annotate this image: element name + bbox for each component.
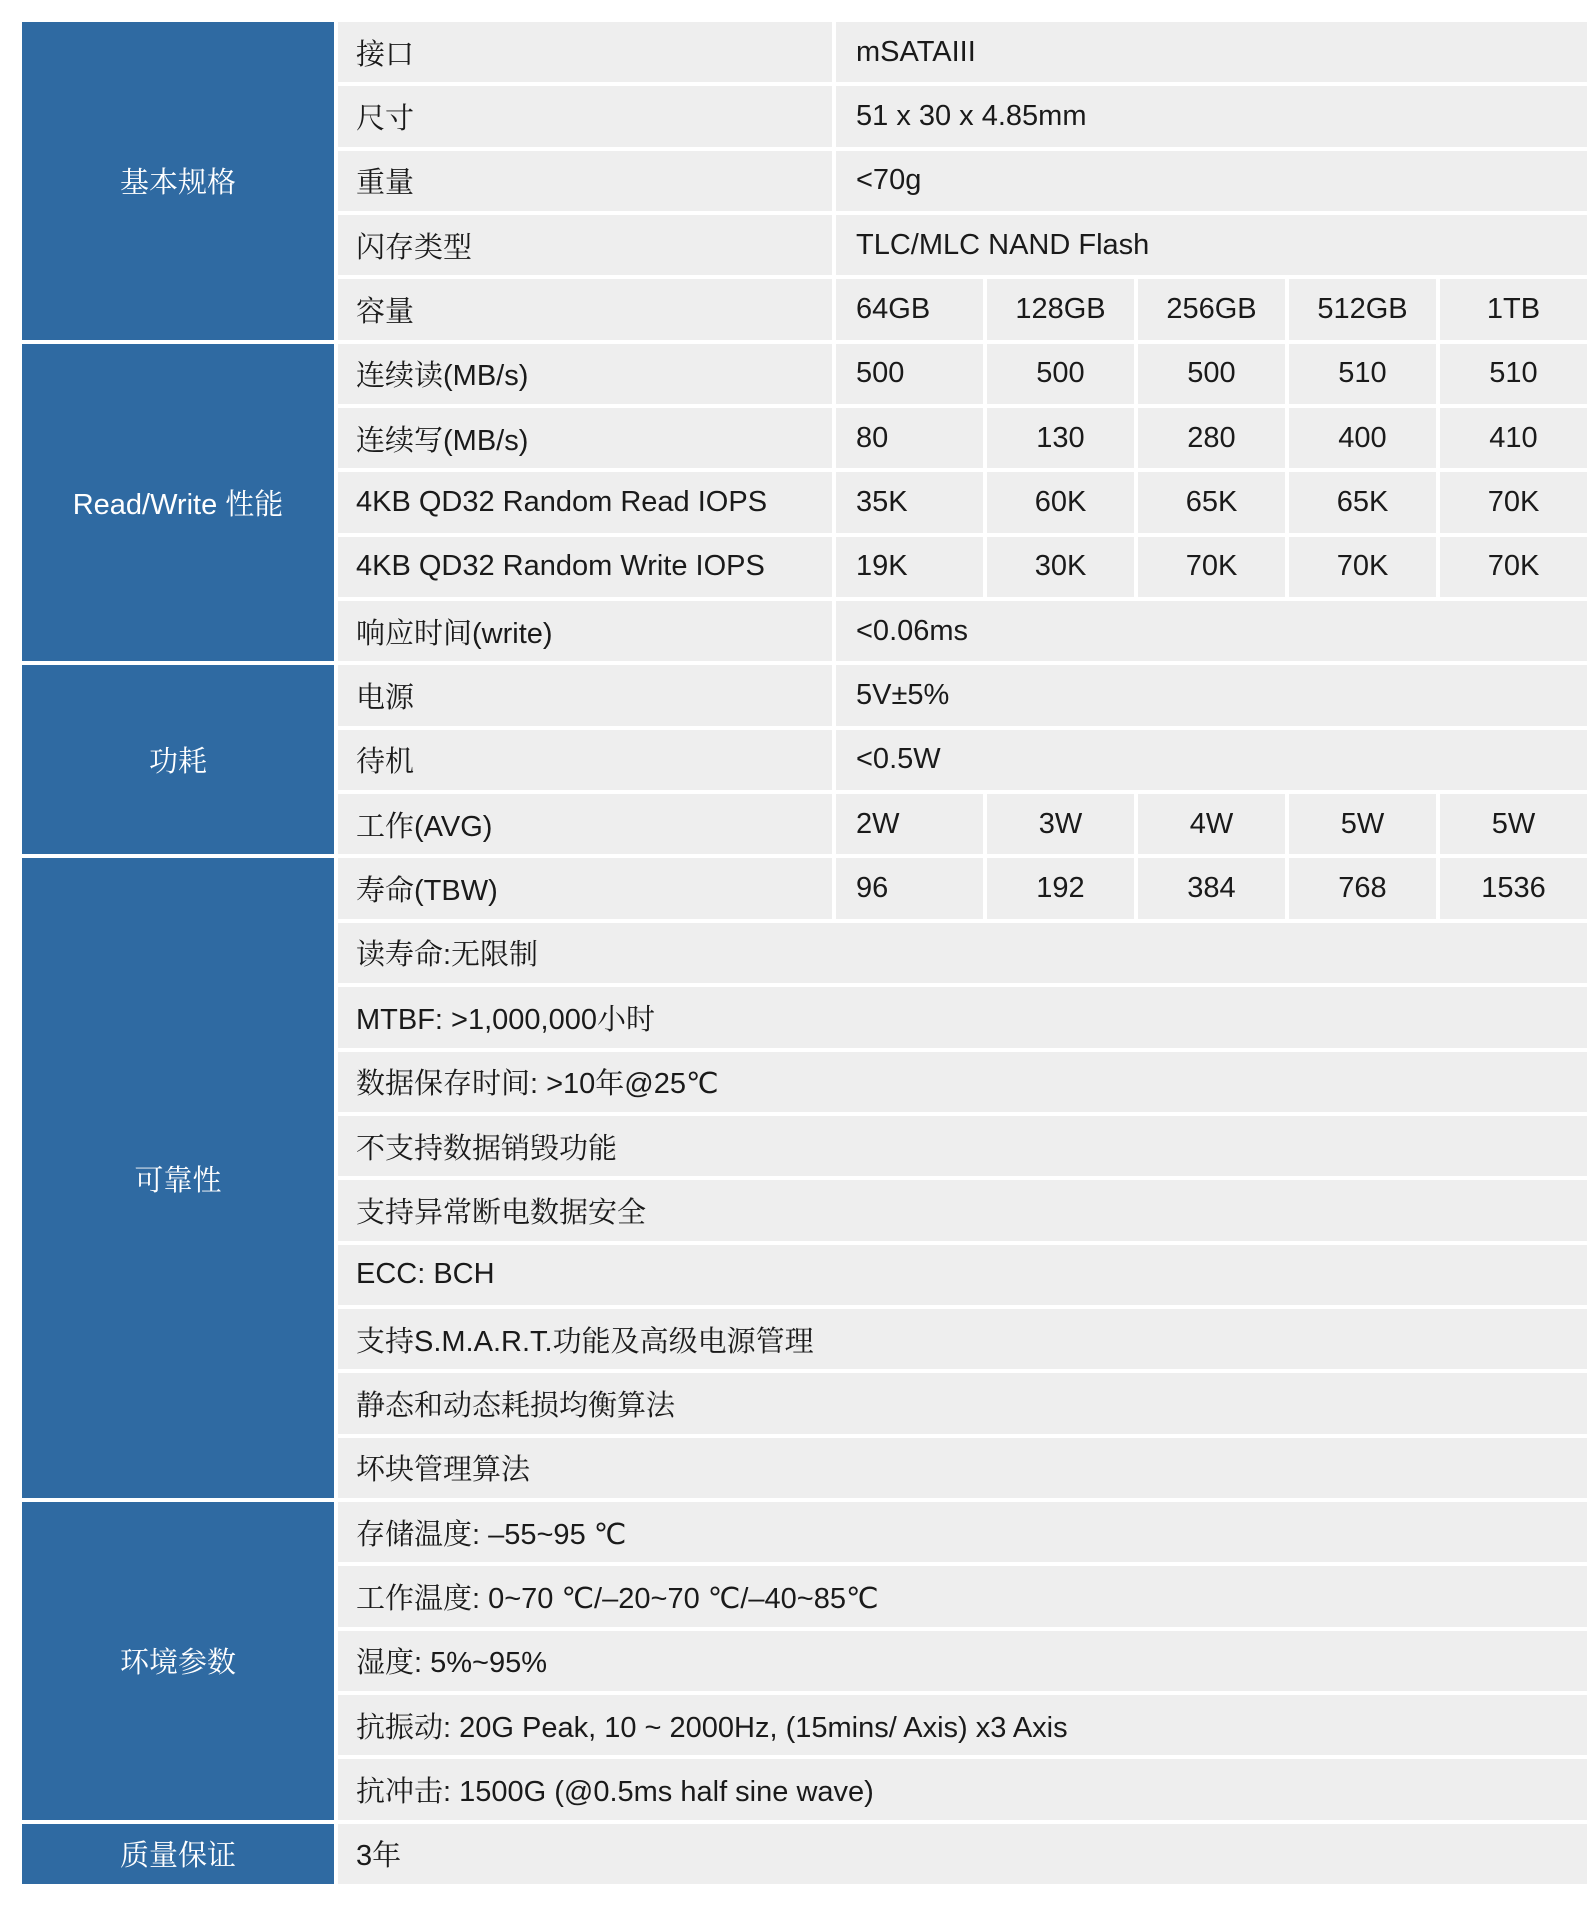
section-basic: 基本规格 bbox=[22, 22, 334, 340]
weight-value: <70g bbox=[836, 151, 1587, 211]
reliability-item: 支持S.M.A.R.T.功能及高级电源管理 bbox=[338, 1309, 1587, 1369]
section-power: 功耗 bbox=[22, 665, 334, 854]
work-power-cell: 3W bbox=[987, 794, 1134, 854]
random-write-cell: 30K bbox=[987, 537, 1134, 597]
interface-value: mSATAIII bbox=[836, 22, 1587, 82]
seq-read-cell: 510 bbox=[1289, 344, 1436, 404]
flash-type-value: TLC/MLC NAND Flash bbox=[836, 215, 1587, 275]
reliability-item: 数据保存时间: >10年@25℃ bbox=[338, 1052, 1587, 1112]
random-read-cell: 70K bbox=[1440, 472, 1587, 532]
warranty-value: 3年 bbox=[338, 1824, 1587, 1884]
work-power-cell: 5W bbox=[1289, 794, 1436, 854]
random-write-cell: 19K bbox=[836, 537, 983, 597]
tbw-cell: 768 bbox=[1289, 858, 1436, 918]
tbw-cell: 1536 bbox=[1440, 858, 1587, 918]
section-reliability: 可靠性 bbox=[22, 858, 334, 1497]
work-power-cell: 5W bbox=[1440, 794, 1587, 854]
reliability-item: 不支持数据销毁功能 bbox=[338, 1116, 1587, 1176]
random-read-label: 4KB QD32 Random Read IOPS bbox=[338, 472, 832, 532]
capacity-cell: 1TB bbox=[1440, 279, 1587, 339]
spec-table bbox=[22, 22, 1568, 1884]
work-power-cell: 4W bbox=[1138, 794, 1285, 854]
random-read-cell: 35K bbox=[836, 472, 983, 532]
section-warranty: 质量保证 bbox=[22, 1824, 334, 1884]
seq-read-label: 连续读(MB/s) bbox=[338, 344, 832, 404]
section-performance: Read/Write 性能 bbox=[22, 344, 334, 662]
section-environment: 环境参数 bbox=[22, 1502, 334, 1820]
response-time-value: <0.06ms bbox=[836, 601, 1587, 661]
seq-read-cell: 500 bbox=[987, 344, 1134, 404]
random-read-cell: 60K bbox=[987, 472, 1134, 532]
tbw-cell: 96 bbox=[836, 858, 983, 918]
seq-write-cell: 130 bbox=[987, 408, 1134, 468]
weight-label: 重量 bbox=[338, 151, 832, 211]
capacity-label: 容量 bbox=[338, 279, 832, 339]
seq-write-label: 连续写(MB/s) bbox=[338, 408, 832, 468]
random-read-cell: 65K bbox=[1138, 472, 1285, 532]
random-write-cell: 70K bbox=[1138, 537, 1285, 597]
seq-write-cell: 400 bbox=[1289, 408, 1436, 468]
reliability-item: 支持异常断电数据安全 bbox=[338, 1180, 1587, 1240]
size-value: 51 x 30 x 4.85mm bbox=[836, 86, 1587, 146]
seq-read-cell: 500 bbox=[836, 344, 983, 404]
seq-write-cell: 80 bbox=[836, 408, 983, 468]
seq-read-cell: 500 bbox=[1138, 344, 1285, 404]
capacity-cell: 64GB bbox=[836, 279, 983, 339]
reliability-item: ECC: BCH bbox=[338, 1245, 1587, 1305]
capacity-cell: 256GB bbox=[1138, 279, 1285, 339]
capacity-cell: 128GB bbox=[987, 279, 1134, 339]
flash-type-label: 闪存类型 bbox=[338, 215, 832, 275]
reliability-item: MTBF: >1,000,000小时 bbox=[338, 987, 1587, 1047]
reliability-item: 读寿命:无限制 bbox=[338, 923, 1587, 983]
seq-write-cell: 280 bbox=[1138, 408, 1285, 468]
environment-item: 湿度: 5%~95% bbox=[338, 1631, 1587, 1691]
tbw-label: 寿命(TBW) bbox=[338, 858, 832, 918]
tbw-cell: 384 bbox=[1138, 858, 1285, 918]
environment-item: 工作温度: 0~70 ℃/–20~70 ℃/–40~85℃ bbox=[338, 1566, 1587, 1626]
seq-read-cell: 510 bbox=[1440, 344, 1587, 404]
random-read-cell: 65K bbox=[1289, 472, 1436, 532]
seq-write-cell: 410 bbox=[1440, 408, 1587, 468]
reliability-item: 坏块管理算法 bbox=[338, 1438, 1587, 1498]
power-supply-value: 5V±5% bbox=[836, 665, 1587, 725]
standby-label: 待机 bbox=[338, 730, 832, 790]
power-supply-label: 电源 bbox=[338, 665, 832, 725]
reliability-item: 静态和动态耗损均衡算法 bbox=[338, 1373, 1587, 1433]
interface-label: 接口 bbox=[338, 22, 832, 82]
environment-item: 抗冲击: 1500G (@0.5ms half sine wave) bbox=[338, 1759, 1587, 1819]
tbw-cell: 192 bbox=[987, 858, 1134, 918]
random-write-cell: 70K bbox=[1289, 537, 1436, 597]
standby-value: <0.5W bbox=[836, 730, 1587, 790]
work-power-cell: 2W bbox=[836, 794, 983, 854]
random-write-cell: 70K bbox=[1440, 537, 1587, 597]
random-write-label: 4KB QD32 Random Write IOPS bbox=[338, 537, 832, 597]
capacity-cell: 512GB bbox=[1289, 279, 1436, 339]
work-power-label: 工作(AVG) bbox=[338, 794, 832, 854]
response-time-label: 响应时间(write) bbox=[338, 601, 832, 661]
environment-item: 抗振动: 20G Peak, 10 ~ 2000Hz, (15mins/ Axis) x3 Axis bbox=[338, 1695, 1587, 1755]
size-label: 尺寸 bbox=[338, 86, 832, 146]
environment-item: 存储温度: –55~95 ℃ bbox=[338, 1502, 1587, 1562]
